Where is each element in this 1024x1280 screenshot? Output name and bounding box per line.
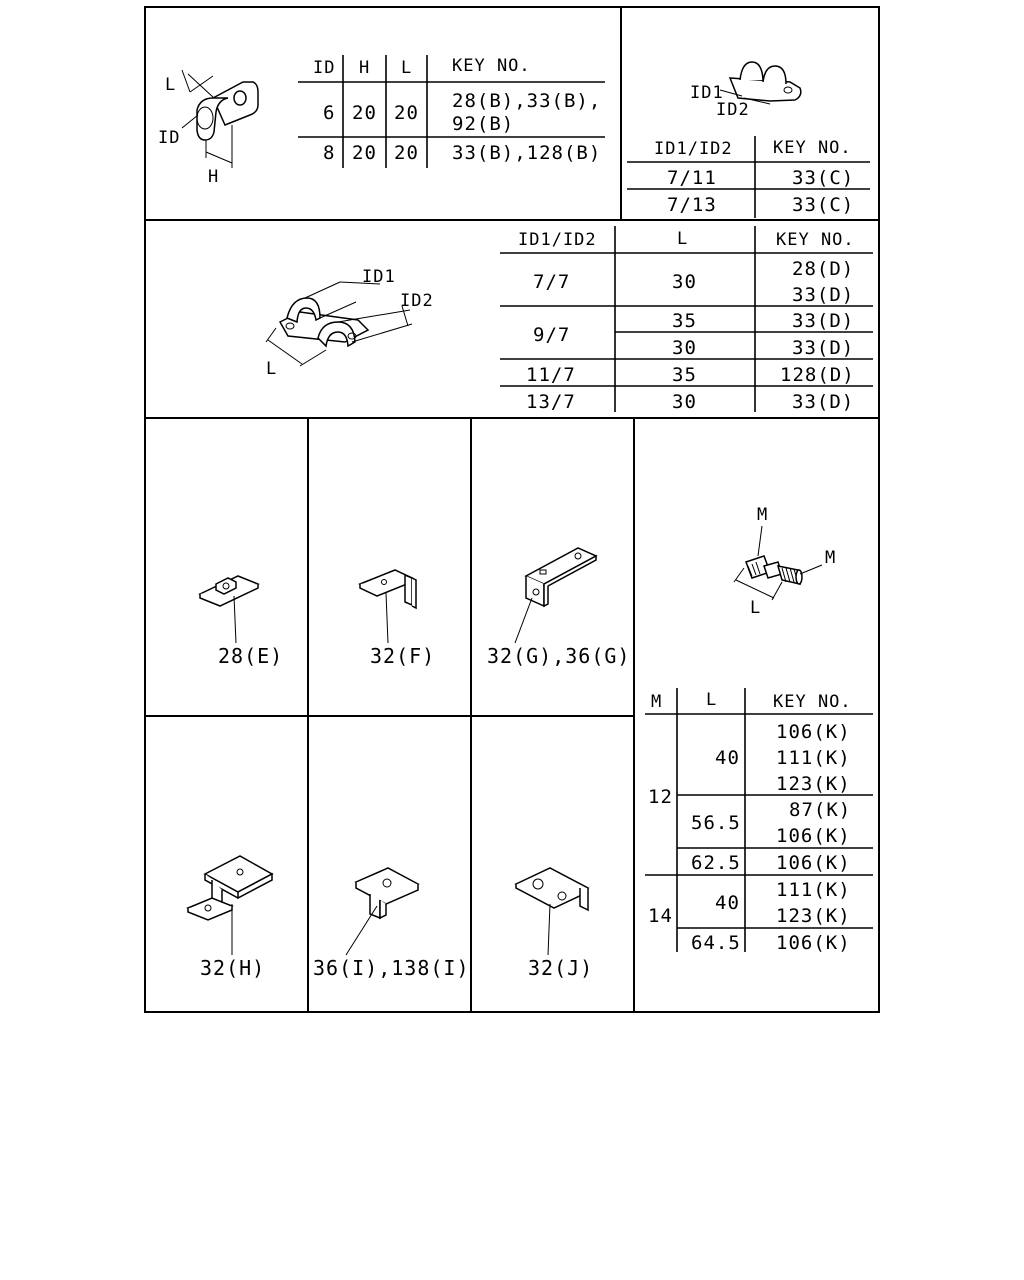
table-d-row-key: 33(D) [792,284,855,306]
section-c [627,62,870,218]
table-d-row-key: 33(D) [792,337,855,359]
table-c-row-key: 33(C) [792,194,855,216]
dim-id2-label: ID2 [716,100,750,120]
dim-m-top-label: M [757,505,769,525]
table-d-row-key: 33(D) [792,391,855,413]
table-b-row-l: 20 [394,102,419,124]
table-d-header-size: ID1/ID2 [518,230,597,250]
table-d-row-l: 35 [672,364,697,386]
table-k [645,688,873,954]
table-b-header-l: L [401,58,413,78]
bracket-f [360,570,435,668]
dim-id2-label: ID2 [400,291,434,311]
section-b [158,55,605,187]
table-k-row-key: 111(K) [776,879,851,901]
table-b [298,55,605,168]
table-k-row-key: 106(K) [776,825,851,847]
table-d-row-l: 30 [672,337,697,359]
callout-f: 32(F) [370,644,436,668]
clip-b-drawing [158,70,258,187]
dim-id1-label: ID1 [690,83,724,103]
table-d-header-l: L [677,229,689,249]
table-d-row-l: 30 [672,271,697,293]
table-k-row-key: 87(K) [789,799,852,821]
table-k-row-l: 40 [715,892,740,914]
table-b-header-h: H [359,58,371,78]
table-d-header-key: KEY NO. [776,230,855,250]
table-c-row-size: 7/13 [667,194,717,216]
table-d-row-key: 128(D) [780,364,855,386]
table-k-group-m: 14 [648,905,673,927]
dim-id1-label: ID1 [362,267,396,287]
table-b-row-id: 6 [323,102,336,124]
clip-d-drawing [266,267,434,379]
table-d-row-l: 30 [672,391,697,413]
table-d-row-key: 28(D) [792,258,855,280]
callout-h: 32(H) [200,956,266,980]
dim-id-label: ID [158,128,181,148]
stud-bolt-drawing [734,505,836,618]
table-k-header-key: KEY NO. [773,692,852,712]
bracket-g [487,548,630,668]
table-b-header-id: ID [313,58,336,78]
table-k-row-l: 62.5 [691,852,741,874]
table-d-row-key: 33(D) [792,310,855,332]
dim-m-side-label: M [825,548,837,568]
table-d-row-l: 35 [672,310,697,332]
table-b-row-id: 8 [323,142,336,164]
dim-l-label: L [750,598,762,618]
table-b-row-key: 33(B),128(B) [452,142,602,164]
table-k-row-l: 40 [715,747,740,769]
bracket-h [188,856,272,980]
table-b-row-l: 20 [394,142,419,164]
table-c-row-size: 7/11 [667,167,717,189]
table-k-row-key: 106(K) [776,852,851,874]
dim-h-label: H [208,167,220,187]
table-b-row-h: 20 [352,142,377,164]
dim-l-label: L [165,75,177,95]
table-k-row-l: 64.5 [691,932,741,954]
section-k [645,505,873,954]
clip-c-drawing [690,62,801,120]
bracket-e [200,576,283,668]
table-d-row-size: 7/7 [533,271,571,293]
table-k-row-key: 123(K) [776,773,851,795]
table-k-header-l: L [706,690,718,710]
bracket-i [313,868,470,980]
table-d-row-size: 9/7 [533,324,571,346]
table-d [500,226,873,413]
table-b-header-key: KEY NO. [452,56,531,76]
table-c [627,136,870,218]
table-c-header-key: KEY NO. [773,138,852,158]
table-c-row-key: 33(C) [792,167,855,189]
table-d-row-size: 11/7 [526,364,576,386]
dim-l-label: L [266,359,278,379]
table-k-row-key: 106(K) [776,932,851,954]
table-b-row-h: 20 [352,102,377,124]
bracket-j [516,868,593,980]
table-k-row-key: 111(K) [776,747,851,769]
table-d-row-size: 13/7 [526,391,576,413]
callout-i: 36(I),138(I) [313,956,470,980]
table-b-row-key: 28(B),33(B), [452,90,602,112]
table-c-header-size: ID1/ID2 [654,139,733,159]
table-k-header-m: M [651,692,663,712]
table-k-row-l: 56.5 [691,812,741,834]
table-b-row-key: 92(B) [452,113,515,135]
callout-j: 32(J) [528,956,594,980]
section-d [266,226,873,413]
callout-g: 32(G),36(G) [487,644,631,668]
table-k-row-key: 123(K) [776,905,851,927]
callout-e: 28(E) [218,644,284,668]
table-k-row-key: 106(K) [776,721,851,743]
table-k-group-m: 12 [648,786,673,808]
